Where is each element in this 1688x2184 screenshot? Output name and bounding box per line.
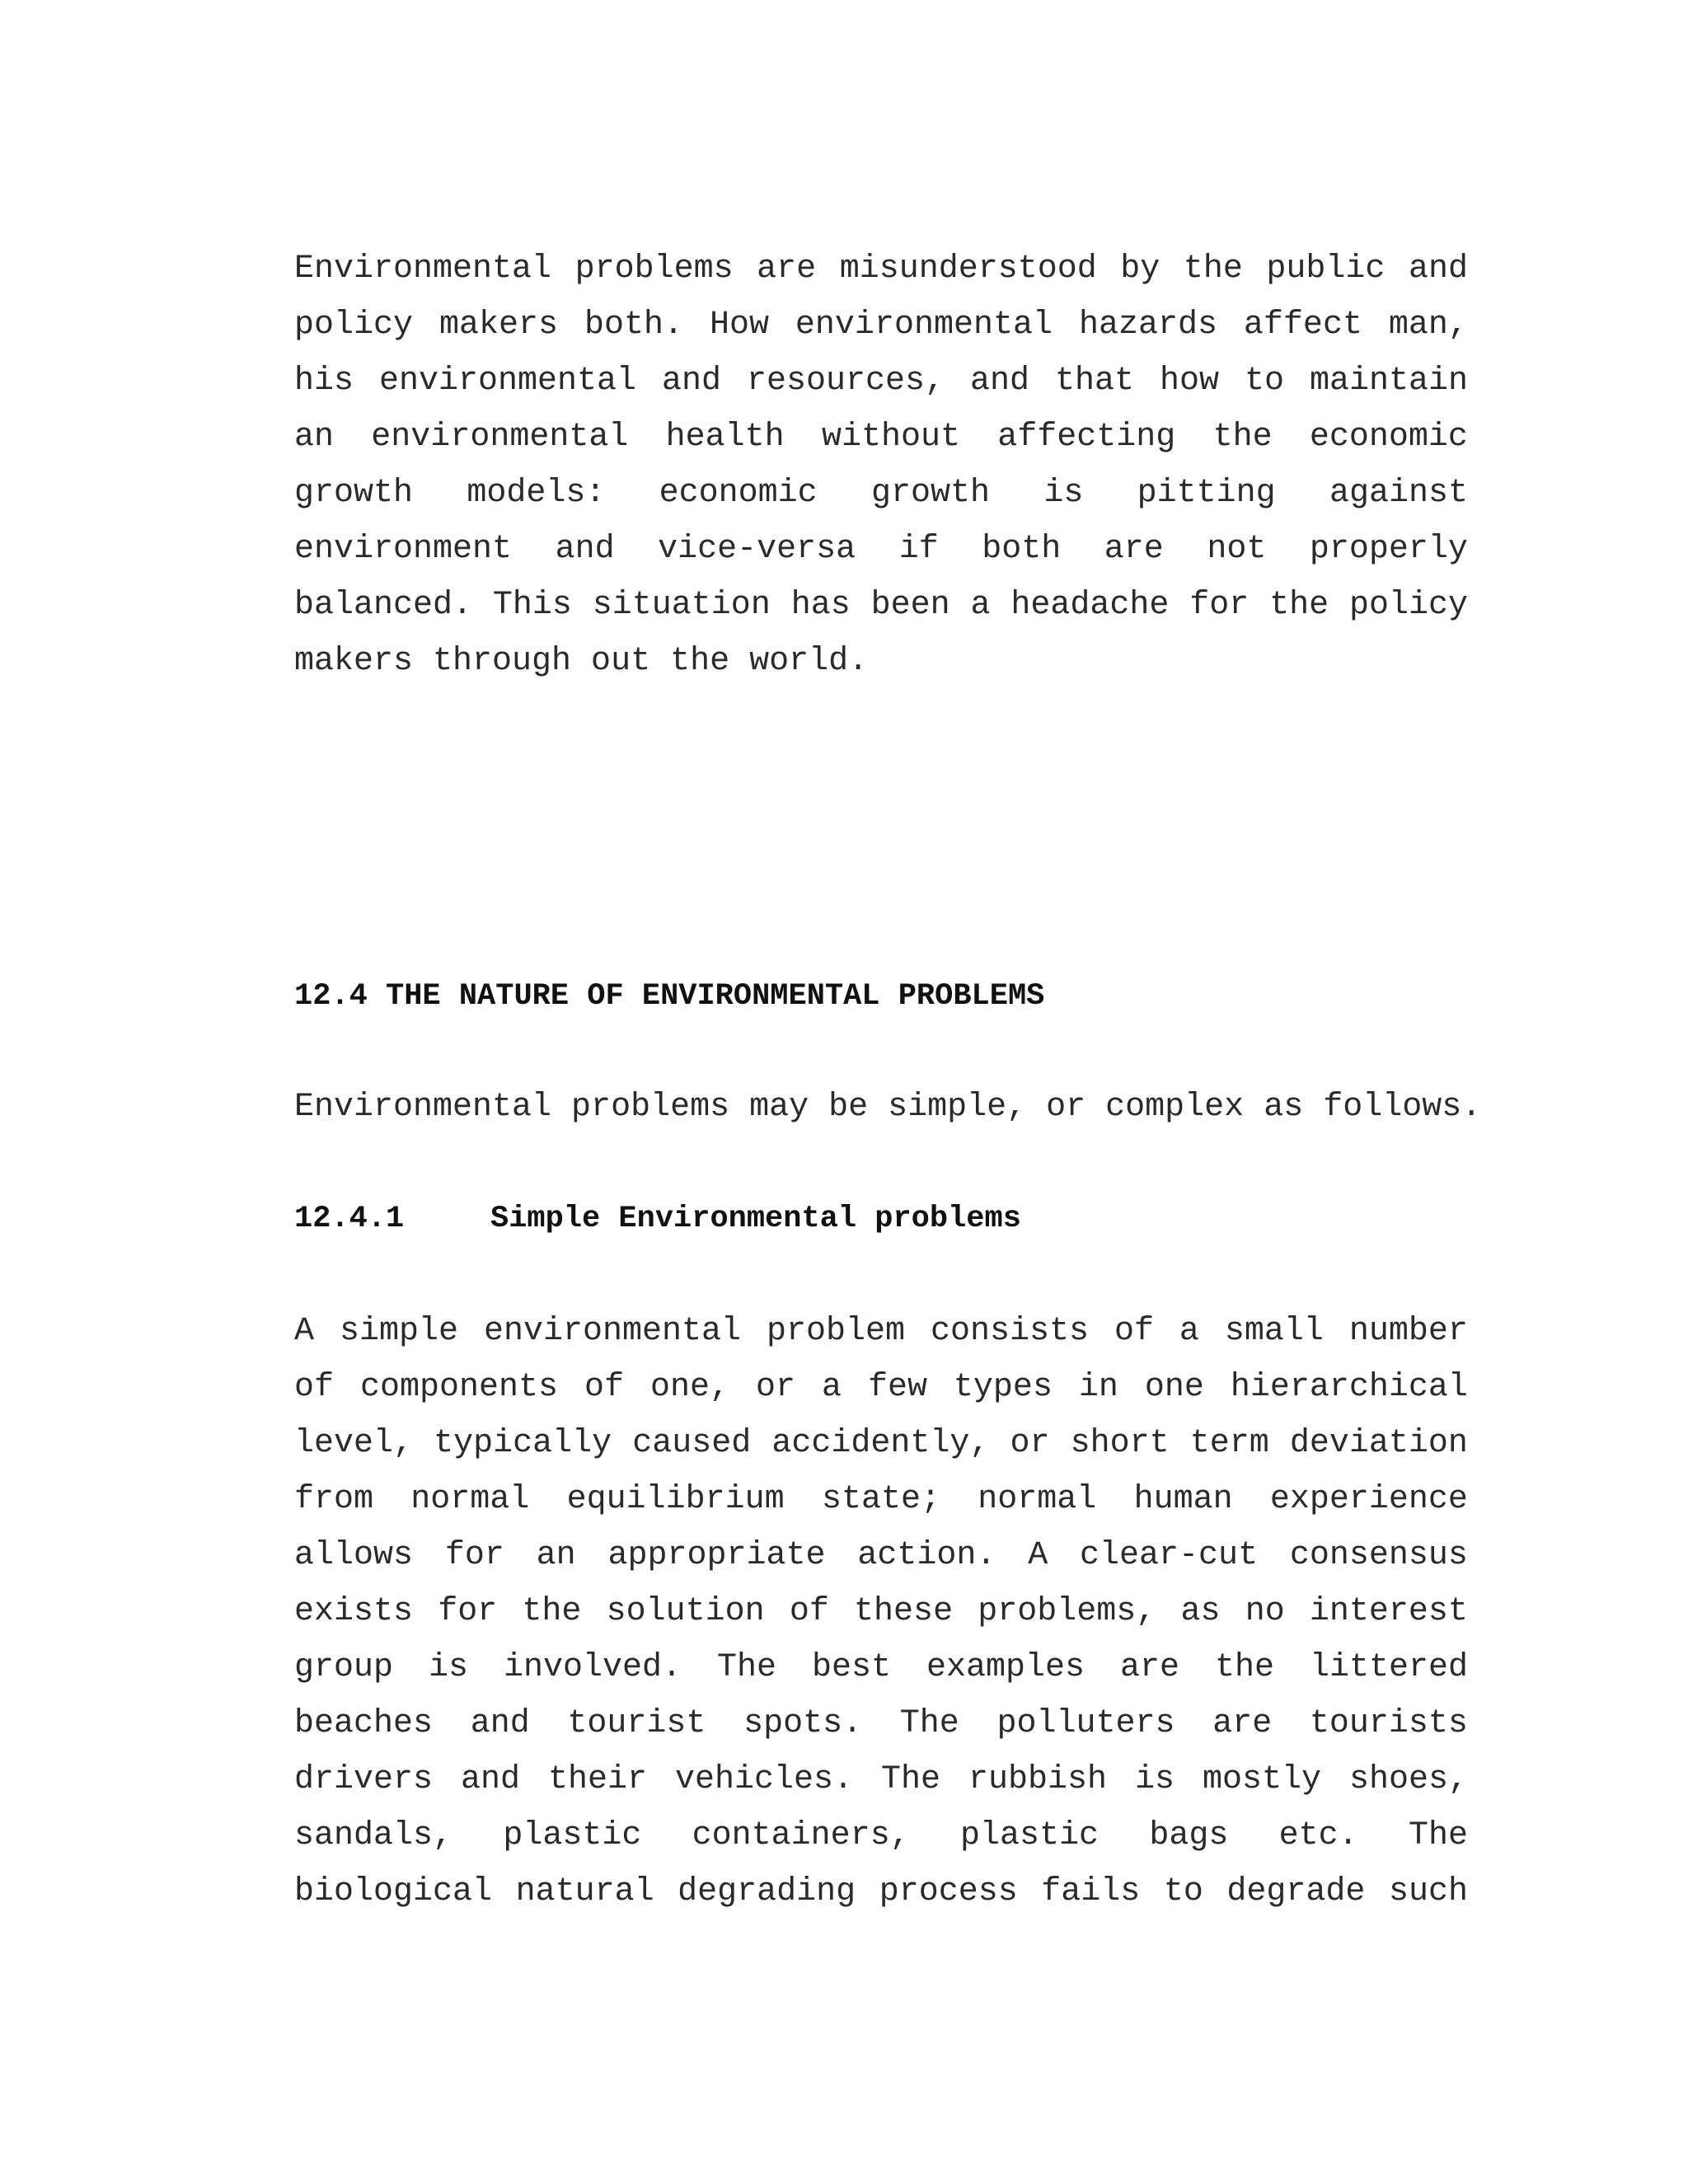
subsection-number: 12.4.1 [294, 1202, 405, 1236]
paragraph-line: sandals, plastic containers, plastic bags etc. The [294, 1817, 1468, 1854]
paragraph-line: growth models: economic growth is pitting against [294, 475, 1468, 512]
paragraph-line: from normal equilibrium state; normal human experience [294, 1481, 1468, 1518]
paragraph-line: of components of one, or a few types in one hierarchical [294, 1369, 1468, 1406]
paragraph-line: environment and vice-versa if both are not properly [294, 531, 1468, 568]
paragraph-line: group is involved. The best examples are the littered [294, 1649, 1468, 1686]
paragraph-line: balanced. This situation has been a headache for the policy [294, 587, 1468, 624]
paragraph-line: drivers and their vehicles. The rubbish is mostly shoes, [294, 1761, 1468, 1798]
paragraph-line: A simple environmental problem consists of a small number [294, 1313, 1468, 1350]
paragraph-line: policy makers both. How environmental hazards affect man, [294, 307, 1468, 344]
paragraph-line: Environmental problems are misunderstood by the public and [294, 251, 1468, 288]
paragraph-line: makers through out the world. [294, 643, 869, 680]
paragraph-line: biological natural degrading process fails to degrade such [294, 1873, 1468, 1910]
paragraph-line: allows for an appropriate action. A clear-cut consensus [294, 1537, 1468, 1574]
paragraph-line: an environmental health without affecting the economic [294, 419, 1468, 456]
paragraph-line: beaches and tourist spots. The polluters are tourists [294, 1705, 1468, 1742]
paragraph-line: level, typically caused accidently, or short term deviation [294, 1425, 1468, 1462]
paragraph-line: exists for the solution of these problems, as no interest [294, 1593, 1468, 1630]
section-heading: 12.4 THE NATURE OF ENVIRONMENTAL PROBLEMS [294, 979, 1045, 1014]
paragraph-line: his environmental and resources, and that how to maintain [294, 363, 1468, 400]
subsection-title: Simple Environmental problems [490, 1202, 1021, 1236]
section-intro: Environmental problems may be simple, or complex as follows. [294, 1089, 1482, 1126]
